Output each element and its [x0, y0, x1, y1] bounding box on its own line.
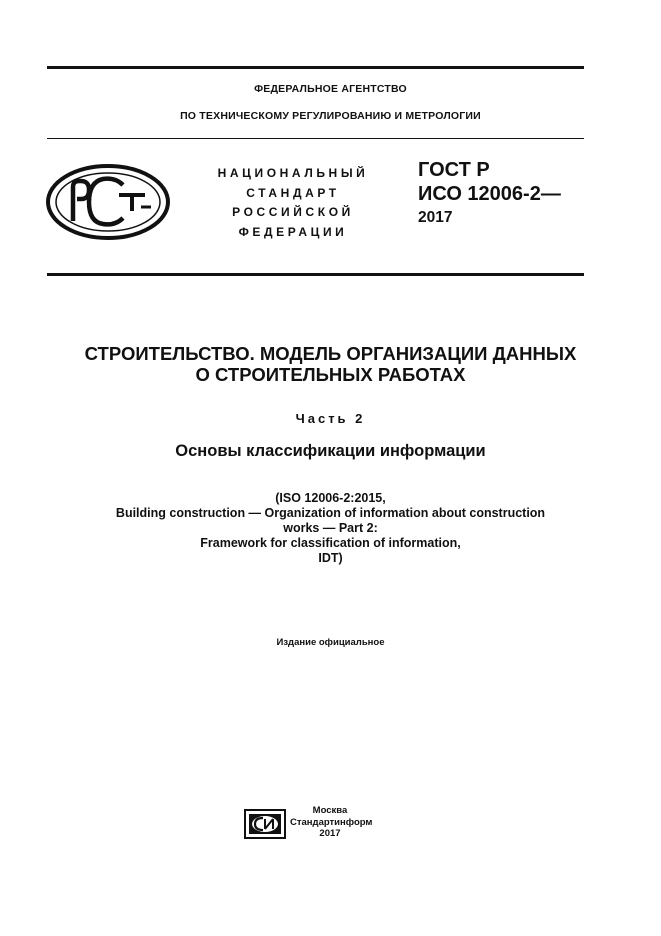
- intl-line-1: (ISO 12006-2:2015,: [275, 491, 386, 505]
- designation-year: 2017: [418, 209, 453, 226]
- intl-line-2: Building construction — Organization of information about construction: [115, 506, 546, 520]
- edition-label: Издание официальное: [276, 637, 385, 648]
- rst-certification-logo-icon: [45, 163, 171, 246]
- top-rule: [47, 66, 584, 69]
- document-title-line-2: О СТРОИТЕЛЬНЫХ РАБОТАХ: [195, 364, 466, 385]
- standartinform-logo-icon: [244, 809, 286, 844]
- standard-type-line-2: СТАНДАРТ: [246, 185, 340, 200]
- document-subtitle: Основы классификации информации: [175, 442, 486, 460]
- agency-line-1: ФЕДЕРАЛЬНОЕ АГЕНТСТВО: [254, 83, 407, 95]
- part-label: Часть 2: [295, 411, 366, 426]
- publisher-year: 2017: [319, 828, 341, 839]
- intl-line-5: IDT): [318, 551, 343, 565]
- standard-type-line-3: РОССИЙСКОЙ: [232, 205, 354, 219]
- designation-line-2: ИСО 12006-2—: [418, 183, 561, 205]
- intl-line-3: works — Part 2:: [283, 521, 378, 535]
- header-rule: [47, 273, 584, 276]
- publisher-name: Стандартинформ: [290, 816, 373, 828]
- intl-line-4: Framework for classification of information,: [200, 536, 461, 550]
- publisher-block: [290, 805, 373, 840]
- standard-type-line-1: НАЦИОНАЛЬНЫЙ: [217, 166, 369, 180]
- standard-designation: [418, 158, 561, 230]
- agency-rule: [47, 138, 584, 139]
- publisher-city: Москва: [312, 805, 348, 816]
- document-title-line-1: СТРОИТЕЛЬСТВО. МОДЕЛЬ ОРГАНИЗАЦИИ ДАННЫХ: [84, 343, 577, 364]
- agency-line-2: ПО ТЕХНИЧЕСКОМУ РЕГУЛИРОВАНИЮ И МЕТРОЛОГИИ: [180, 110, 481, 122]
- designation-line-1: ГОСТ Р: [418, 159, 490, 181]
- standard-type-line-4: ФЕДЕРАЦИИ: [238, 224, 348, 239]
